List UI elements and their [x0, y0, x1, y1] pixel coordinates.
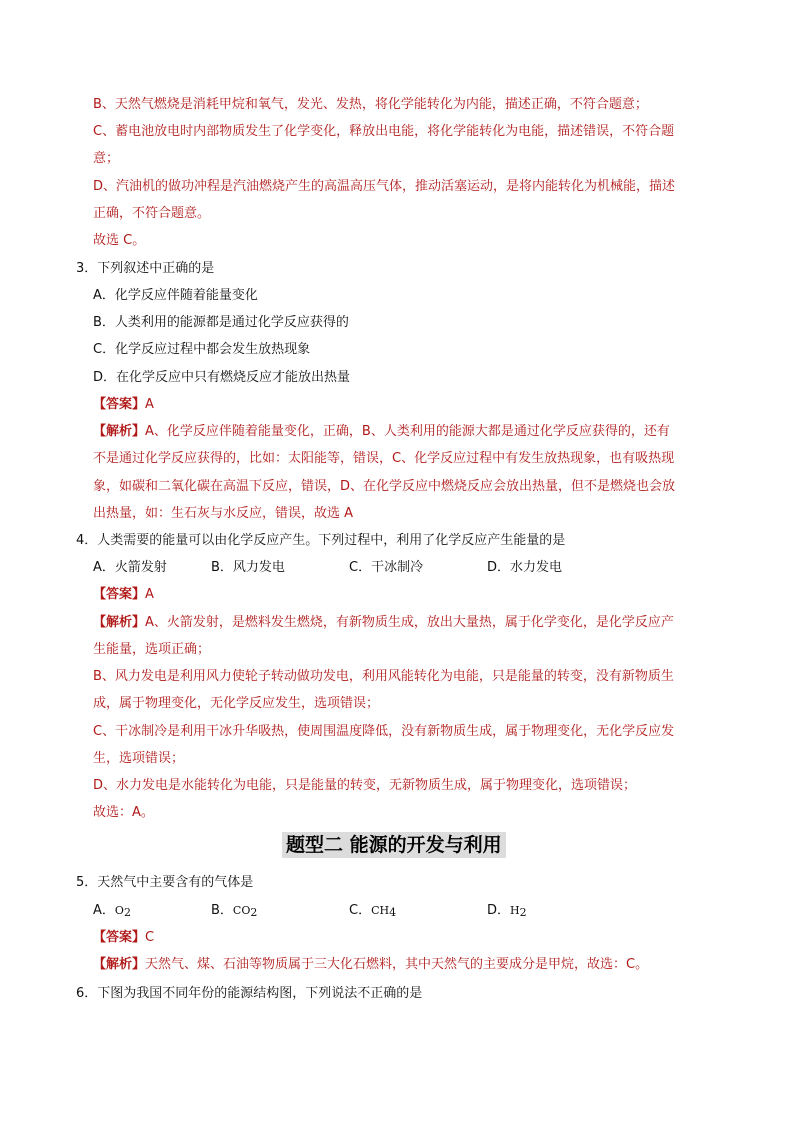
q2-analysis-d-line1: D、汽油机的做功冲程是汽油燃烧产生的高温高压气体，推动活塞运动，是将内能转化为机械能，描述 [93, 179, 676, 194]
q2-analysis-c-line2: 意； [93, 151, 120, 166]
q5-stem: 5．天然气中主要含有的气体是 [76, 875, 254, 890]
formula-subscript: 4 [389, 906, 397, 919]
q3-option-d: D．在化学反应中只有燃烧反应才能放出热量 [93, 370, 351, 385]
q5-options [93, 902, 527, 922]
q4-analysis-a-line1 [93, 614, 674, 632]
option-letter: C． [349, 903, 372, 918]
q4-analysis-b-line1: B、风力发电是利用风力使轮子转动做功发电，利用风能转化为电能，只是能量的转变，没有新物质生 [93, 669, 674, 684]
q3-option-b: B．人类利用的能源都是通过化学反应获得的 [93, 315, 349, 330]
option-letter: A． [93, 903, 115, 918]
formula: H [510, 904, 520, 917]
option-letter: B． [211, 903, 233, 918]
answer-value: A [145, 587, 154, 602]
section-title: 题型二 能源的开发与利用 [282, 832, 506, 858]
q4-option-c: C．干冰制冷 [349, 560, 424, 575]
q3-option-c: C．化学反应过程中都会发生放热现象 [93, 342, 311, 357]
q6-stem: 6．下图为我国不同年份的能源结构图，下列说法不正确的是 [76, 986, 423, 1001]
answer-value: C [145, 930, 155, 945]
q4-choice: 故选：A。 [93, 805, 154, 820]
formula: CH [371, 904, 390, 917]
q4-analysis-b-line2: 成，属于物理变化，无化学反应发生，选项错误； [93, 696, 380, 711]
q3-stem: 3．下列叙述中正确的是 [76, 261, 215, 276]
q4-answer [93, 586, 154, 604]
q2-analysis-c-line1: C、蓄电池放电时内部物质发生了化学变化，释放出电能，将化学能转化为电能，描述错误，不符合题 [93, 124, 675, 139]
q5-analysis [93, 956, 648, 974]
q4-options [93, 559, 562, 577]
q3-analysis-line2: 不是通过化学反应获得的，比如：太阳能等，错误，C、化学反应过程中有发生放热现象，也有吸热现 [93, 451, 675, 466]
analysis-text: 天然气、煤、石油等物质属于三大化石燃料，其中天然气的主要成分是甲烷，故选：C。 [145, 957, 649, 972]
q5-option-d [487, 902, 527, 922]
q4-analysis-d-line1: D、水力发电是水能转化为电能，只是能量的转变，无新物质生成，属于物理变化，选项错误； [93, 778, 637, 793]
q3-option-a: A．化学反应伴随着能量变化 [93, 288, 258, 303]
analysis-text: A、化学反应伴随着能量变化，正确，B、人类利用的能源大都是通过化学反应获得的，还有 [145, 424, 670, 439]
q3-answer [93, 396, 154, 414]
answer-label: 【答案】 [93, 587, 146, 602]
q4-analysis-a-line2: 生能量，选项正确； [93, 642, 211, 657]
answer-label: 【答案】 [93, 930, 146, 945]
q4-analysis-c-line1: C、干冰制冷是利用干冰升华吸热，使周围温度降低，没有新物质生成，属于物理变化，无化学反应发 [93, 724, 675, 739]
q5-option-c [349, 902, 487, 922]
answer-value: A [145, 397, 154, 412]
q4-option-a: A．火箭发射 [93, 560, 167, 575]
q3-analysis-line1 [93, 423, 670, 441]
analysis-label: 【解析】 [93, 424, 146, 439]
formula-subscript: 2 [250, 906, 258, 919]
q5-option-a [93, 902, 211, 922]
q3-analysis-line4: 出热量，如：生石灰与水反应，错误，故选 A [93, 506, 354, 521]
formula: CO [232, 904, 251, 917]
q4-stem: 4．人类需要的能量可以由化学反应产生。下列过程中，利用了化学反应产生能量的是 [76, 533, 566, 548]
answer-label: 【答案】 [93, 397, 146, 412]
formula: O [114, 904, 124, 917]
q2-choice: 故选 C。 [93, 233, 146, 248]
formula-subscript: 2 [519, 906, 527, 919]
q4-analysis-c-line2: 生，选项错误； [93, 751, 185, 766]
q4-option-b: B．风力发电 [211, 560, 285, 575]
analysis-label: 【解析】 [93, 615, 146, 630]
q2-analysis-b: B、天然气燃烧是消耗甲烷和氧气，发光、发热，将化学能转化为内能，描述正确，不符合题意； [93, 97, 648, 112]
option-letter: D． [487, 903, 511, 918]
q5-answer [93, 929, 154, 947]
analysis-label: 【解析】 [93, 957, 146, 972]
analysis-text: A、火箭发射，是燃料发生燃烧，有新物质生成，放出大量热，属于化学变化，是化学反应产 [145, 615, 674, 630]
formula-subscript: 2 [123, 906, 131, 919]
q4-option-d: D．水力发电 [487, 560, 563, 575]
q2-analysis-d-line2: 正确，不符合题意。 [93, 206, 211, 221]
q5-option-b [211, 902, 349, 922]
q3-analysis-line3: 象，如碳和二氧化碳在高温下反应，错误，D、在化学反应中燃烧反应会放出热量，但不是燃烧也会放 [93, 479, 676, 494]
